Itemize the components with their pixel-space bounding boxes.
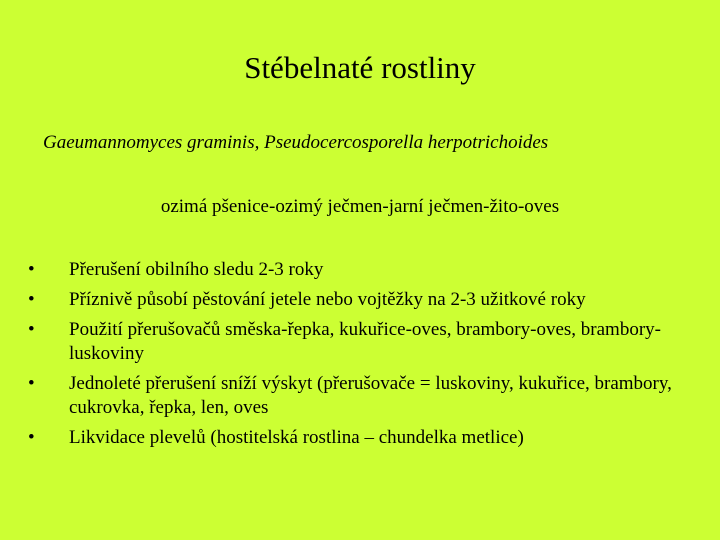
bullet-item [28,288,708,312]
bullet-icon: • [28,427,35,448]
bullet-item [28,372,708,420]
bullet-icon: • [28,289,35,310]
bullet-icon: • [28,259,35,280]
bullet-text: Likvidace plevelů (hostitelská rostlina – chundelka metlice) [69,427,524,448]
bullet-text: Použití přerušovačů směska-řepka, kukuřice-oves, brambory-oves, brambory-luskoviny [69,319,661,364]
bullet-text: Přerušení obilního sledu 2-3 roky [69,259,324,280]
bullet-item [28,258,708,282]
pathogen-names: Gaeumannomyces graminis, Pseudocercosporella herpotrichoides [43,132,549,153]
bullet-icon: • [28,373,35,394]
crop-rotation-sequence: ozimá pšenice-ozimý ječmen-jarní ječmen-žito-oves [160,196,560,217]
bullet-item [28,426,708,450]
bullet-item [28,318,708,366]
slide-title: Stébelnaté rostliny [244,50,476,85]
bullet-text: Jednoleté přerušení sníží výskyt (přerušovače = luskoviny, kukuřice, brambory, cukrovka, řepka, len, oves [69,373,672,418]
bullet-text: Příznivě působí pěstování jetele nebo vojtěžky na 2-3 užitkové roky [69,289,586,310]
bullet-icon: • [28,319,35,340]
bullet-list [28,258,708,456]
